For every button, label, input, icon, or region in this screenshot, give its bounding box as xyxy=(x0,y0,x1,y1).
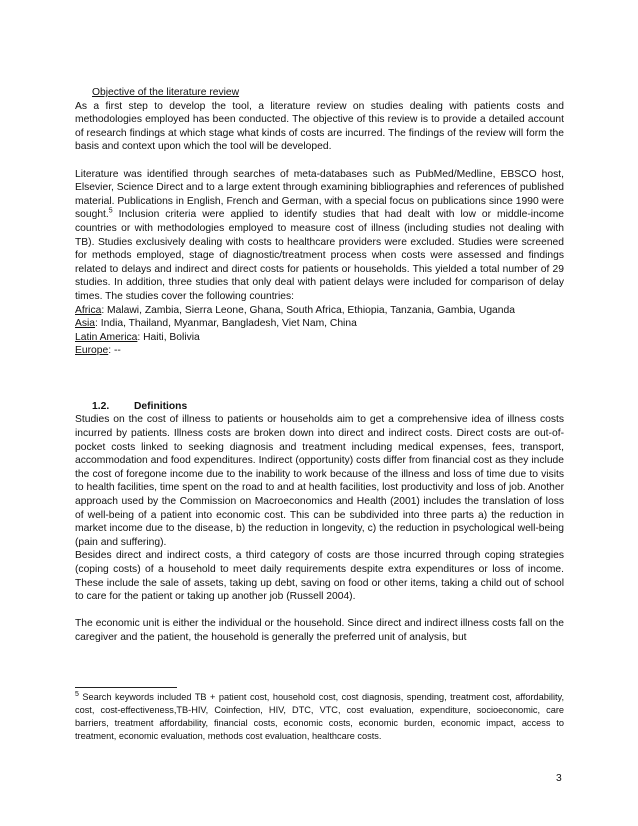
page-number: 3 xyxy=(556,773,562,784)
literature-text-1: Literature was identified through searches of meta-databases such as PubMed/Medline, EBSCO host, Elsevier, Science Direct and to a large extent through examining bibliographies and references of published material. Publications in English, French and German, with a special focus on publications since 1990 were sought. xyxy=(75,168,564,221)
country-line-africa: Africa: Malawi, Zambia, Sierra Leone, Ghana, South Africa, Ethiopia, Tanzania, Gambia, Uganda xyxy=(75,304,515,316)
footnote-ref: 5 xyxy=(108,207,113,215)
literature-paragraph xyxy=(75,168,564,304)
objective-paragraph: As a first step to develop the tool, a literature review on studies dealing with patients costs and methodologies employed has been conducted. The objective of this review is to provide a detailed account of research findings at which stage what kinds of costs are incurred. The findings of the review will form the basis and context upon which the tool will be developed. xyxy=(75,100,564,153)
footnote-marker: 5 xyxy=(75,690,79,698)
country-line-latin-america: Latin America: Haiti, Bolivia xyxy=(75,331,200,343)
definitions-paragraph-2: Besides direct and indirect costs, a third category of costs are those incurred through coping strategies (coping costs) of a household to meet daily requirements despite extra expenditures or loss of income. These include the sale of assets, taking up debt, saving on food or other items, taking a child out of school to care for the patient or taking up another job (Russell 2004). xyxy=(75,550,564,603)
definitions-paragraph-1: Studies on the cost of illness to patients or households aim to get a comprehensive idea of illness costs incurred by patients. Illness costs are broken down into direct and indirect costs. Direct costs are out-of-pocket costs linked to seeking diagnosis and treatment including medical expenses, fees, transport, accommodation and food expenditures. Indirect (opportunity) costs differ from financial cost as they include the cost of foregone income due to the inability to work because of the illness and loss of time due to visits to health facilities, time spent on the road to and at health facilities, lost productivity and loss of job. Another approach used by the Commission on Macroeconomics and Health (2001) includes the translation of loss of well-being of a patient into economic cost. This can be subdivided into three parts a) the reduction in market income due to the disease, b) the reduction in longevity, c) the reduction in psychological well-being (pain and suffering). xyxy=(75,414,564,548)
definitions-paragraph-3: The economic unit is either the individual or the household. Since direct and indirect illness costs fall on the caregiver and the patient, the household is generally the preferred unit of analysis, but xyxy=(75,618,564,643)
literature-text-2: Inclusion criteria were applied to identify studies that had dealt with low or middle-income countries or with methodologies employed to measure cost of illness (including studies not dealing with TB). Studies exclusively dealing with costs to healthcare providers were excluded. Studies were screened for methods employed, stage of diagnostic/treatment process when costs were assessed and findings related to delays and indirect and direct costs for patients or households. This yielded a total number of 29 studies. In addition, three studies that only deal with patient delays were included for comparison of delay times. The studies cover the following countries: xyxy=(75,209,564,302)
body-text xyxy=(75,86,564,645)
section-heading xyxy=(92,400,564,414)
country-line-europe: Europe: -- xyxy=(75,345,121,357)
footnote xyxy=(75,691,564,743)
objective-heading: Objective of the literature review xyxy=(92,87,240,98)
section-number: 1.2. xyxy=(92,400,110,412)
footnote-text: Search keywords included TB + patient cost, household cost, cost diagnosis, spending, treatment cost, affordability, cost, cost-effectiveness,TB-HIV, Coinfection, HIV, DTC, VTC, cost evaluation, expenditure, socioeconomic, care barriers, treatment affordability, financial costs, economic costs, economic burden, economic impact, access to treatment, economic evaluation, methods cost evaluation, healthcare costs. xyxy=(75,692,564,741)
footnote-separator xyxy=(75,687,177,688)
country-line-asia: Asia: India, Thailand, Myanmar, Bangladesh, Viet Nam, China xyxy=(75,318,357,330)
section-title: Definitions xyxy=(134,400,188,412)
